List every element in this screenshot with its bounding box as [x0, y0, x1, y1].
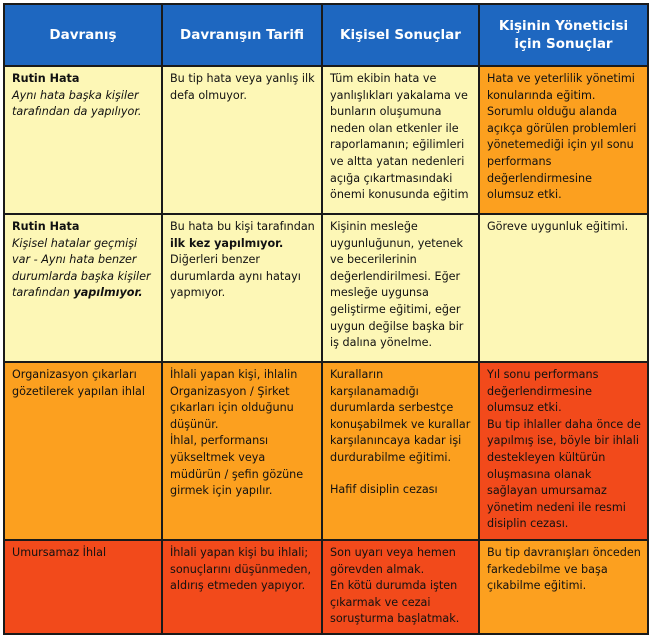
row4-behavior: Umursamaz İhlal: [12, 546, 107, 559]
row2-description-a: Bu hata bu kişi tarafından: [170, 220, 315, 233]
row2-description-c: Diğerleri benzer durumlarda aynı hatayı yapmıyor.: [170, 253, 301, 300]
table-row: [4, 214, 648, 362]
row3-manager-b: Bu tip ihlaller daha önce de yapılmış ise, böyle bir ihlali destekleyen kültürün oluşmasına olanak sağlayan umursamaz yönetim nedeni ile resmi disiplin cezası.: [487, 417, 641, 531]
row3-description-b: İhlal, performansı yükseltmek veya müdürün / şefin gözüne girmek için yapılır.: [170, 434, 304, 498]
row1-description: Bu tip hata veya yanlış ilk defa olmuyor.: [170, 72, 315, 102]
row1-manager-cell: [479, 66, 648, 214]
row2-personal-cell: [322, 214, 479, 362]
row1-behavior-cell: [4, 66, 162, 214]
row2-behavior-cell: [4, 214, 162, 362]
row1-personal-cell: [322, 66, 479, 214]
row2-manager-cell: [479, 214, 648, 362]
row3-description-cell: [162, 362, 322, 540]
header-behavior: Davranış: [4, 4, 162, 66]
row2-behavior-title: Rutin Hata: [12, 220, 80, 233]
row2-description-cell: [162, 214, 322, 362]
row4-behavior-cell: [4, 540, 162, 634]
header-personal-consequences: Kişisel Sonuçlar: [322, 4, 479, 66]
table-row: [4, 66, 648, 214]
row2-description-b: ilk kez yapılmıyor.: [170, 236, 284, 250]
row2-behavior-note: [12, 236, 155, 302]
row4-personal-b: En kötü durumda işten çıkarmak ve cezai soruşturma başlatmak.: [330, 579, 460, 626]
header-row: [4, 4, 648, 66]
behavior-consequence-table: [3, 3, 649, 635]
row4-description-cell: [162, 540, 322, 634]
row2-behavior-note-b: yapılmıyor.: [73, 286, 143, 300]
row4-personal-a: Son uyarı veya hemen görevden almak.: [330, 546, 456, 576]
row4-personal-cell: [322, 540, 479, 634]
row2-behavior-note-a: Kişisel hatalar geçmişi var - Aynı hata benzer durumlarda başka kişiler tarafından: [12, 236, 151, 300]
row3-manager-a: Yıl sonu performans değerlendirmesine olumsuz etki.: [487, 368, 599, 415]
row1-manager: Hata ve yeterlilik yönetimi konularında eğitim. Sorumlu olduğu alanda açıkça görülen problemleri yönetemediği için yıl sonu performans değerlendirmesine olumsuz etki.: [487, 72, 637, 202]
row1-behavior-title: Rutin Hata: [12, 72, 80, 85]
row3-behavior-cell: [4, 362, 162, 540]
row4-description: İhlali yapan kişi bu ihlali; sonuçlarını düşünmeden, aldırış etmeden yapıyor.: [170, 546, 312, 593]
header-manager-consequences: Kişinin Yöneticisi için Sonuçlar: [479, 4, 648, 66]
row3-description-a: İhlali yapan kişi, ihlalin Organizasyon / Şirket çıkarları için olduğunu düşünür.: [170, 368, 298, 431]
row4-manager: Bu tip davranışları önceden farkedebilme ve başa çıkabilme eğitimi.: [487, 546, 641, 593]
table-row: [4, 540, 648, 634]
row3-manager-cell: [479, 362, 648, 540]
row3-personal-a: Kuralların karşılanamadığı durumlarda serbestçe konuşabilmek ve kurallar karşılanıncaya kadar işi durdurabilme eğitimi.: [330, 368, 471, 464]
row3-personal-b: Hafif disiplin cezası: [330, 482, 438, 496]
row3-personal-cell: [322, 362, 479, 540]
row1-description-cell: [162, 66, 322, 214]
row1-personal: Tüm ekibin hata ve yanlışlıkları yakalama ve bunların oluşumuna neden olan etkenler ile raporlamanın; eğilimleri ve altta yatan nedenleri açığa çıkartmasındaki önemi konusunda eğitim: [330, 72, 469, 202]
row3-behavior: Organizasyon çıkarları gözetilerek yapılan ihlal: [12, 368, 146, 398]
row2-manager: Göreve uygunluk eğitimi.: [487, 220, 629, 233]
row1-behavior-note: Aynı hata başka kişiler tarafından da yapılıyor.: [12, 88, 142, 119]
row4-manager-cell: [479, 540, 648, 634]
header-description: Davranışın Tarifi: [162, 4, 322, 66]
table-row: [4, 362, 648, 540]
row2-personal: Kişinin mesleğe uygunluğunun, yetenek ve becerilerinin değerlendirilmesi. Eğer mesleğe uygunsa geliştirme eğitimi, eğer uygun değilse başka bir iş dalına yönelme.: [330, 220, 464, 350]
row2-description-line: [170, 219, 315, 252]
